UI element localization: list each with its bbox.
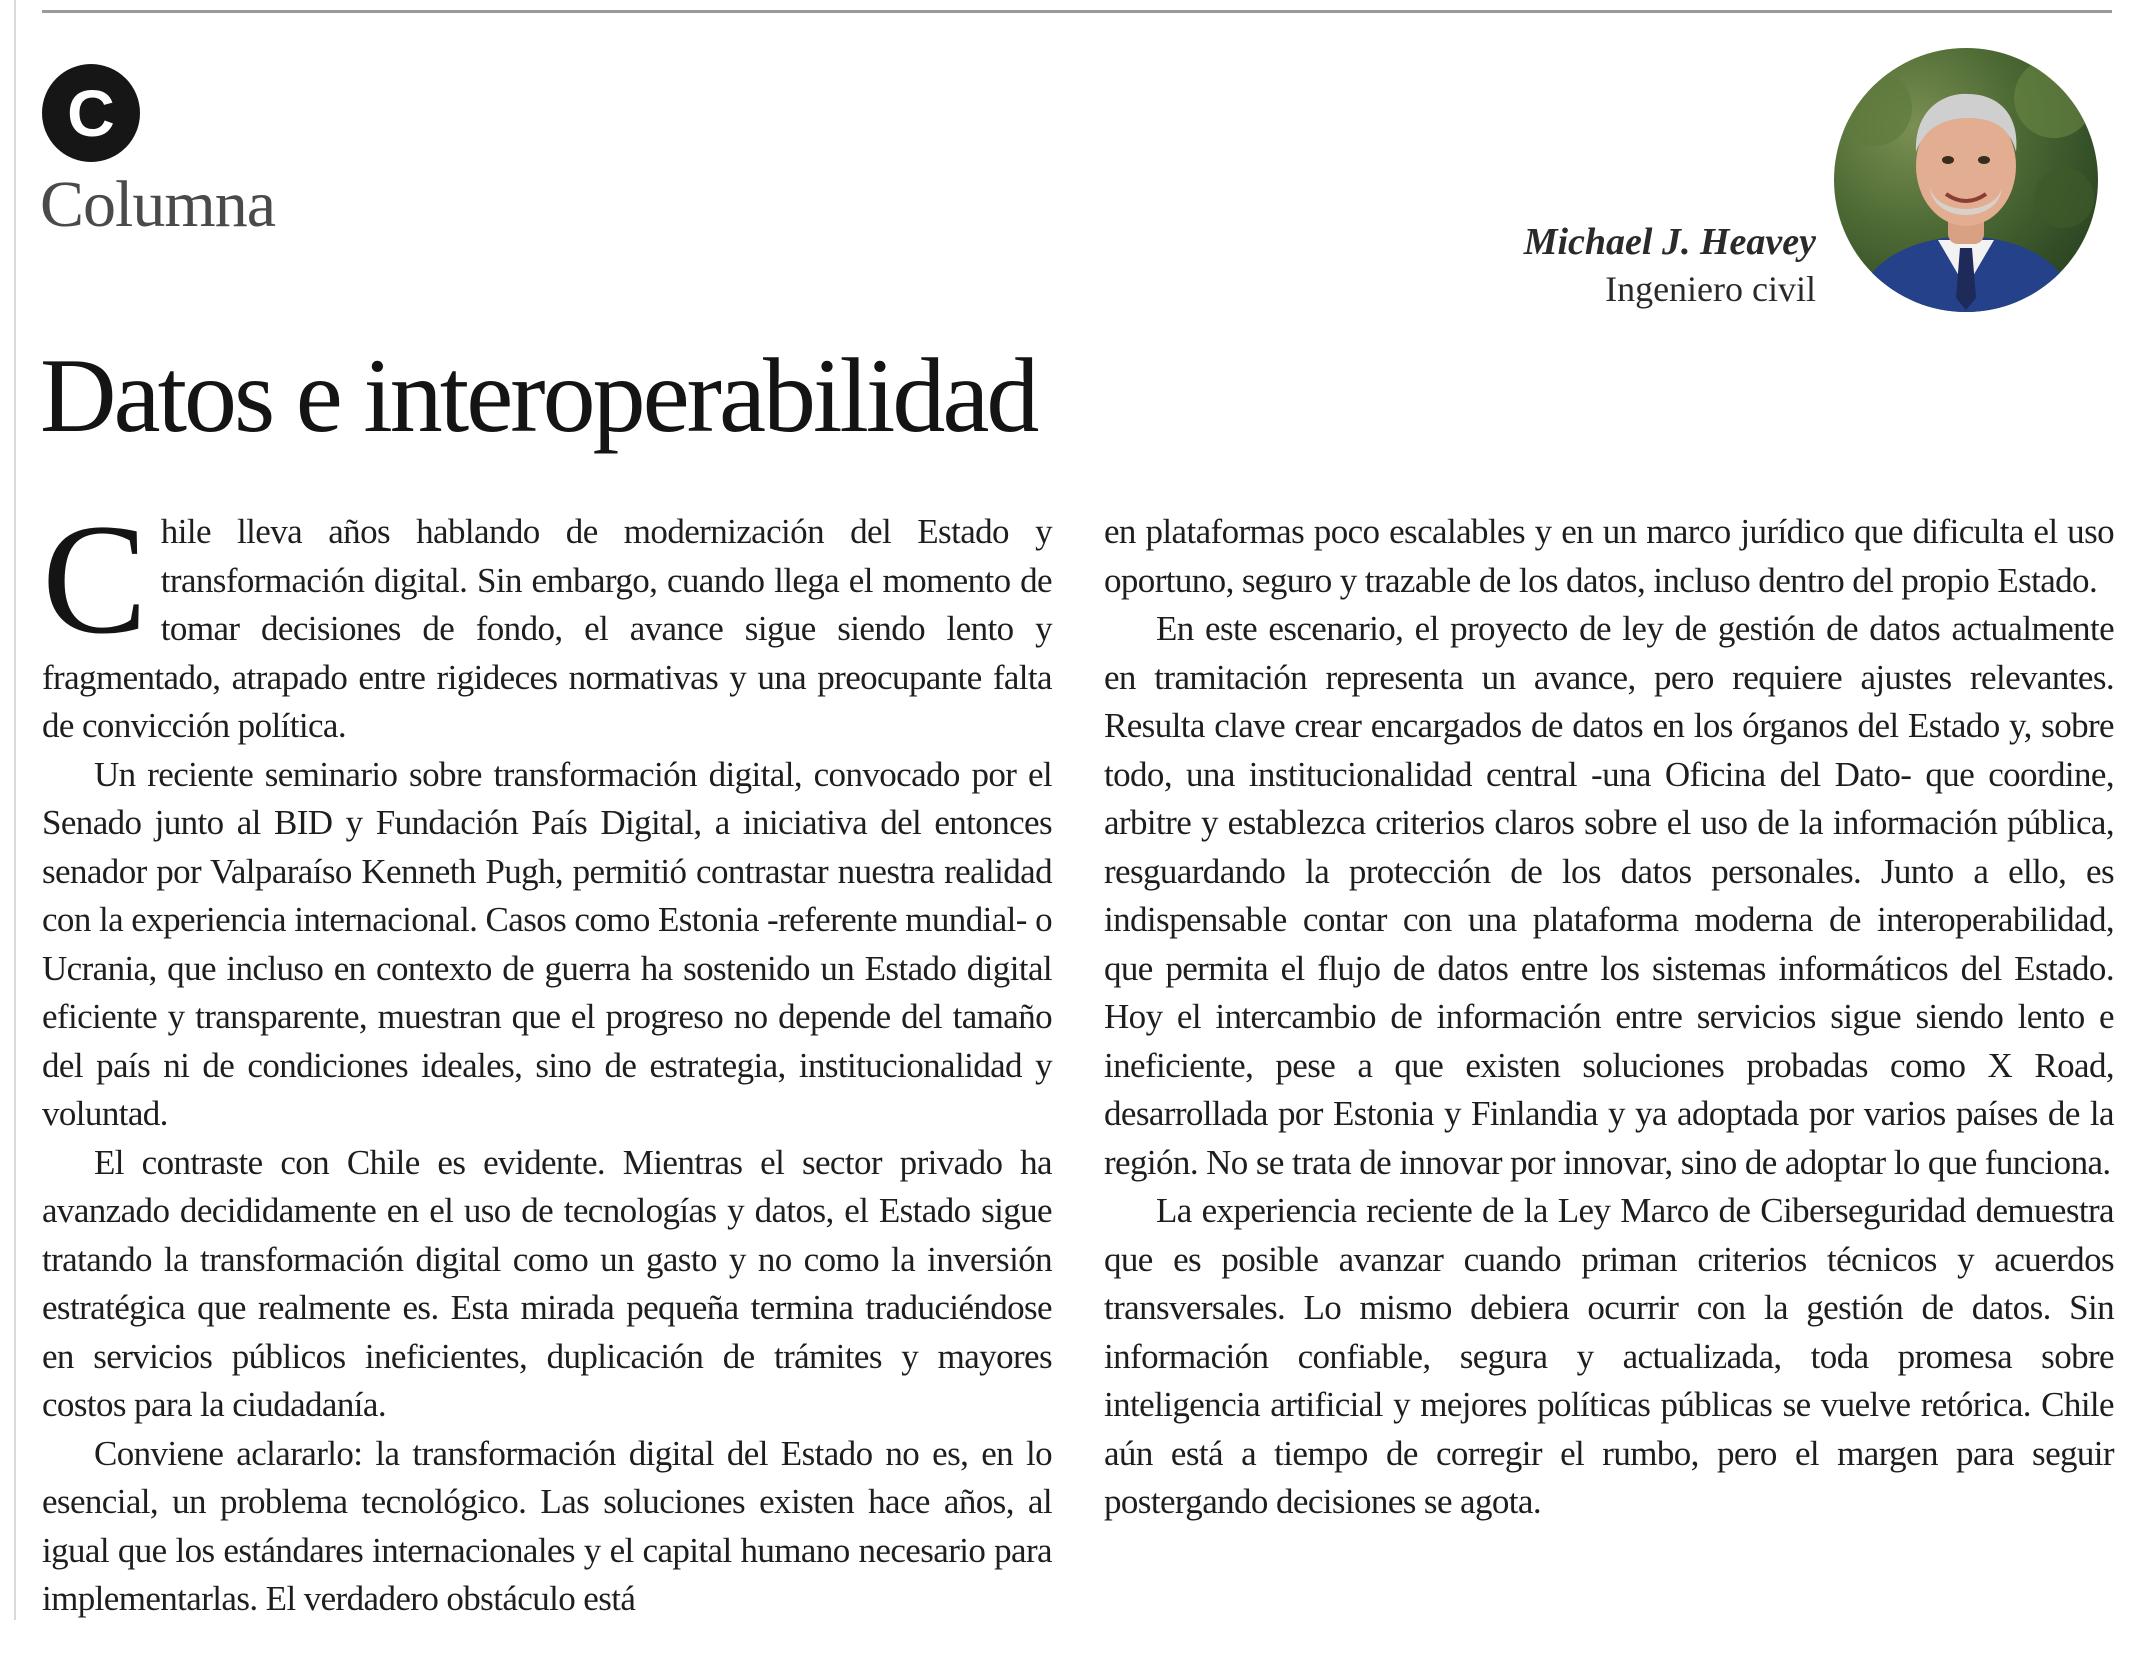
- byline: [1524, 218, 1816, 312]
- article-headline: Datos e interoperabilidad: [40, 337, 1037, 454]
- article-column-left: [42, 492, 1052, 1624]
- drop-cap: C: [42, 492, 147, 667]
- author-portrait-icon: [1834, 48, 2098, 312]
- section-badge: C: [42, 64, 140, 162]
- paragraph: El contraste con Chile es evidente. Mientras el sector privado ha avanzado decididamente en el uso de tecnologías y datos, el Estado sigue tratando la transformación digital como un gasto y no como la inversión estratégica que realmente es. Esta mirada pequeña termina traduciéndose en servicios públicos ineficientes, duplicación de trámites y mayores costos para la ciudadanía.: [42, 1142, 1052, 1424]
- author-portrait: [1834, 48, 2098, 312]
- author-name: Michael J. Heavey: [1523, 221, 1816, 263]
- paragraph: La experiencia reciente de la Ley Marco de Ciberseguridad demuestra que es posible avanzar cuando priman criterios técnicos y acuerdos transversales. Lo mismo debiera ocurrir con la gestión de datos. Sin información confiable, segura y actualizada, toda promesa sobre inteligencia artificial y mejores políticas públicas se vuelve retórica. Chile aún está a tiempo de corregir el rumbo, pero el margen para seguir postergando decisiones se agota.: [1104, 1191, 2114, 1521]
- paragraph-text: hile lleva años hablando de modernización del Estado y transformación digital. Sin embargo, cuando llega el momento de tomar decisiones de fondo, el avance sigue siendo lento y fragmentado, atrapado entre rigideces normativas y una preocupante falta de convicción política.: [42, 512, 1052, 745]
- page-left-rule: [14, 0, 16, 1620]
- paragraph: en plataformas poco escalables y en un marco jurídico que dificulta el uso oportuno, seguro y trazable de los datos, incluso dentro del propio Estado.: [1104, 512, 2114, 600]
- page-top-rule: [42, 10, 2112, 13]
- paragraph: En este escenario, el proyecto de ley de gestión de datos actualmente en tramitación representa un avance, pero requiere ajustes relevantes. Resulta clave crear encargados de datos en los órganos del Estado y, sobre todo, una institucionalidad central -una Oficina del Dato- que coordine, arbitre y establezca criterios claros sobre el uso de la información pública, resguardando la protección de los datos personales. Junto a ello, es indispensable contar con una plataforma moderna de interoperabilidad, que permita el flujo de datos entre los sistemas informáticos del Estado. Hoy el intercambio de información entre servicios sigue siendo lento e ineficiente, pese a que existen soluciones probadas como X Road, desarrollada por Estonia y Finlandia y ya adoptada por varios países de la región. No se trata de innovar por innovar, sino de adoptar lo que funciona.: [1104, 609, 2114, 1182]
- author-role: Ingeniero civil: [1605, 269, 1816, 309]
- paragraph: Un reciente seminario sobre transformación digital, convocado por el Senado junto al BID y Fundación País Digital, a iniciativa del entonces senador por Valparaíso Kenneth Pugh, permitió contrastar nuestra realidad con la experiencia internacional. Casos como Estonia -referente mundial- o Ucrania, que incluso en contexto de guerra ha sostenido un Estado digital eficiente y transparente, muestran que el progreso no depende del tamaño del país ni de condiciones ideales, sino de estrategia, institucionalidad y voluntad.: [42, 754, 1052, 1133]
- paragraph: Conviene aclararlo: la transformación digital del Estado no es, en lo esencial, un problema tecnológico. Las soluciones existen hace años, al igual que los estándares internacionales y el capital humano necesario para implementarlas. El verdadero obstáculo está: [42, 1433, 1052, 1618]
- article-column-right: [1104, 508, 2114, 1527]
- paragraph: [42, 492, 1052, 751]
- section-name: Columna: [40, 168, 275, 241]
